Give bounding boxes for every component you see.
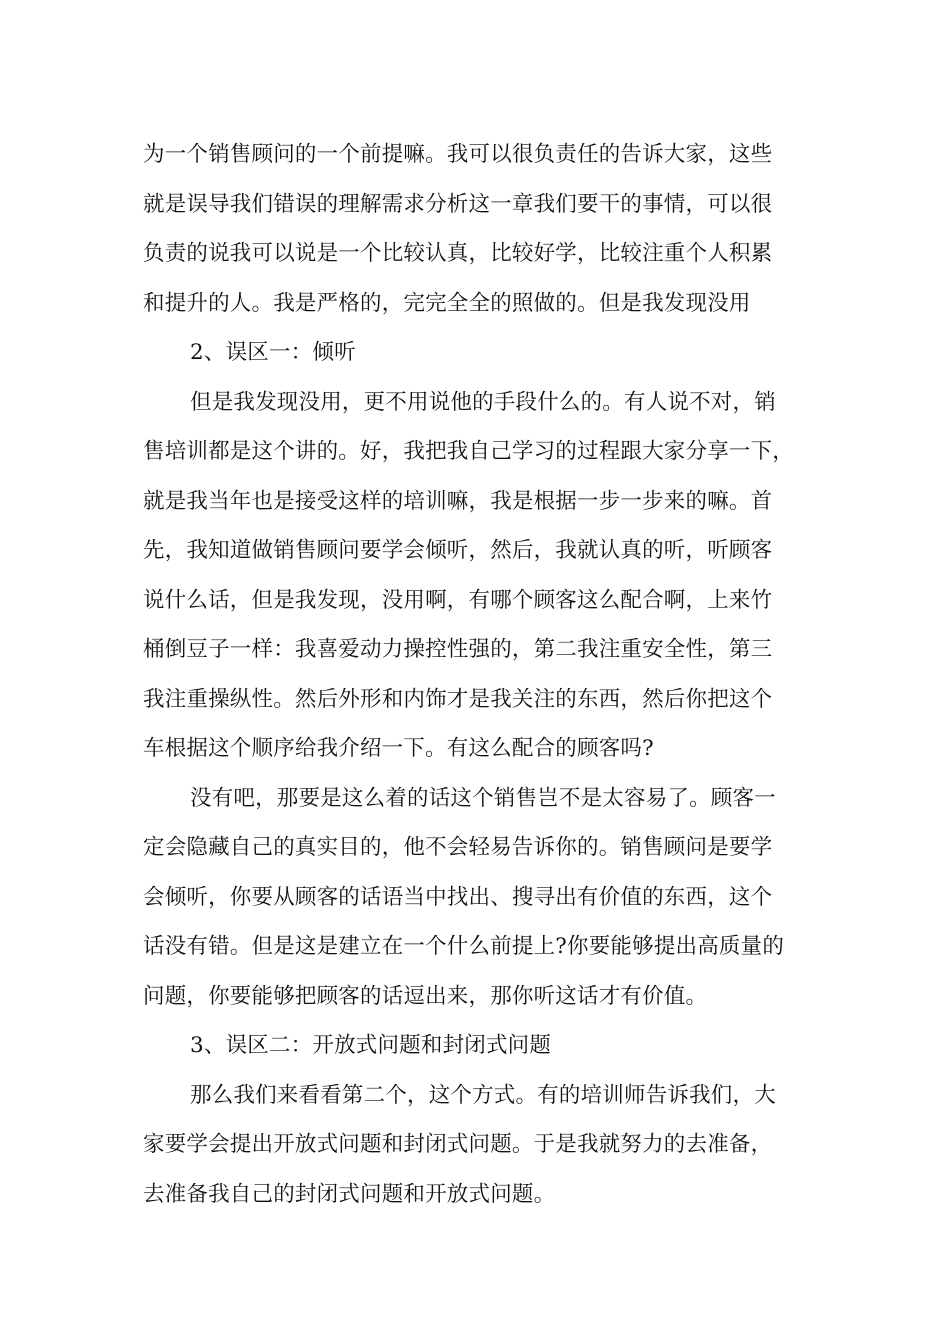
text-line: 去准备我自己的封闭式问题和开放式问题。 [143, 1181, 556, 1207]
text-line: 家要学会提出开放式问题和封闭式问题。于是我就努力的去准备， [143, 1132, 773, 1157]
text-line: 和提升的人。我是严格的，完完全全的照做的。但是我发现没用 [143, 290, 751, 316]
text-line: 我注重操纵性。然后外形和内饰才是我关注的东西，然后你把这个 [143, 686, 773, 712]
text-line: 但是我发现没用，更不用说他的手段什么的。有人说不对，销 [190, 389, 776, 415]
text-line: 负责的说我可以说是一个比较认真，比较好学，比较注重个人积累 [143, 241, 773, 266]
document-body [143, 130, 808, 1219]
paragraph-hidden-goals [143, 774, 808, 1022]
text-line: 先，我知道做销售顾问要学会倾听，然后，我就认真的听，听顾客 [143, 538, 773, 563]
text-line: 会倾听，你要从顾客的话语当中找出、搜寻出有价值的东西，这个 [143, 884, 773, 910]
text-line: 就是误导我们错误的理解需求分析这一章我们要干的事情，可以很 [143, 191, 773, 217]
text-line: 售培训都是这个讲的。好，我把我自己学习的过程跟大家分享一下， [143, 439, 795, 464]
text-line: 问题，你要能够把顾客的话逗出来，那你听这话才有价值。 [143, 983, 708, 1009]
paragraph-continued [143, 130, 808, 328]
text-line: 话没有错。但是这是建立在一个什么前提上?你要能够提出高质量的 [143, 934, 785, 959]
text-line: 为一个销售顾问的一个前提嘛。我可以很负责任的告诉大家，这些 [143, 142, 773, 167]
text-line: 定会隐藏自己的真实目的，他不会轻易告诉你的。销售顾问是要学 [143, 835, 773, 860]
text-line: 桶倒豆子一样：我喜爱动力操控性强的，第二我注重安全性，第三 [143, 637, 773, 662]
text-line: 说什么话，但是我发现，没用啊，有哪个顾客这么配合啊，上来竹 [143, 587, 773, 613]
text-line: 没有吧，那要是这么着的话这个销售岂不是太容易了。顾客一 [190, 785, 776, 811]
text-line: 就是我当年也是接受这样的培训嘛，我是根据一步一步来的嘛。首 [143, 488, 773, 514]
paragraph-question-types [143, 1071, 808, 1220]
text-line: 那么我们来看看第二个，这个方式。有的培训师告诉我们，大 [190, 1082, 776, 1108]
section-heading-question-types: 3、误区二：开放式问题和封闭式问题 [190, 1033, 552, 1058]
paragraph-listening [143, 378, 808, 774]
section-heading-listening: 2、误区一：倾听 [190, 340, 356, 365]
text-line: 车根据这个顺序给我介绍一下。有这么配合的顾客吗? [143, 736, 654, 761]
